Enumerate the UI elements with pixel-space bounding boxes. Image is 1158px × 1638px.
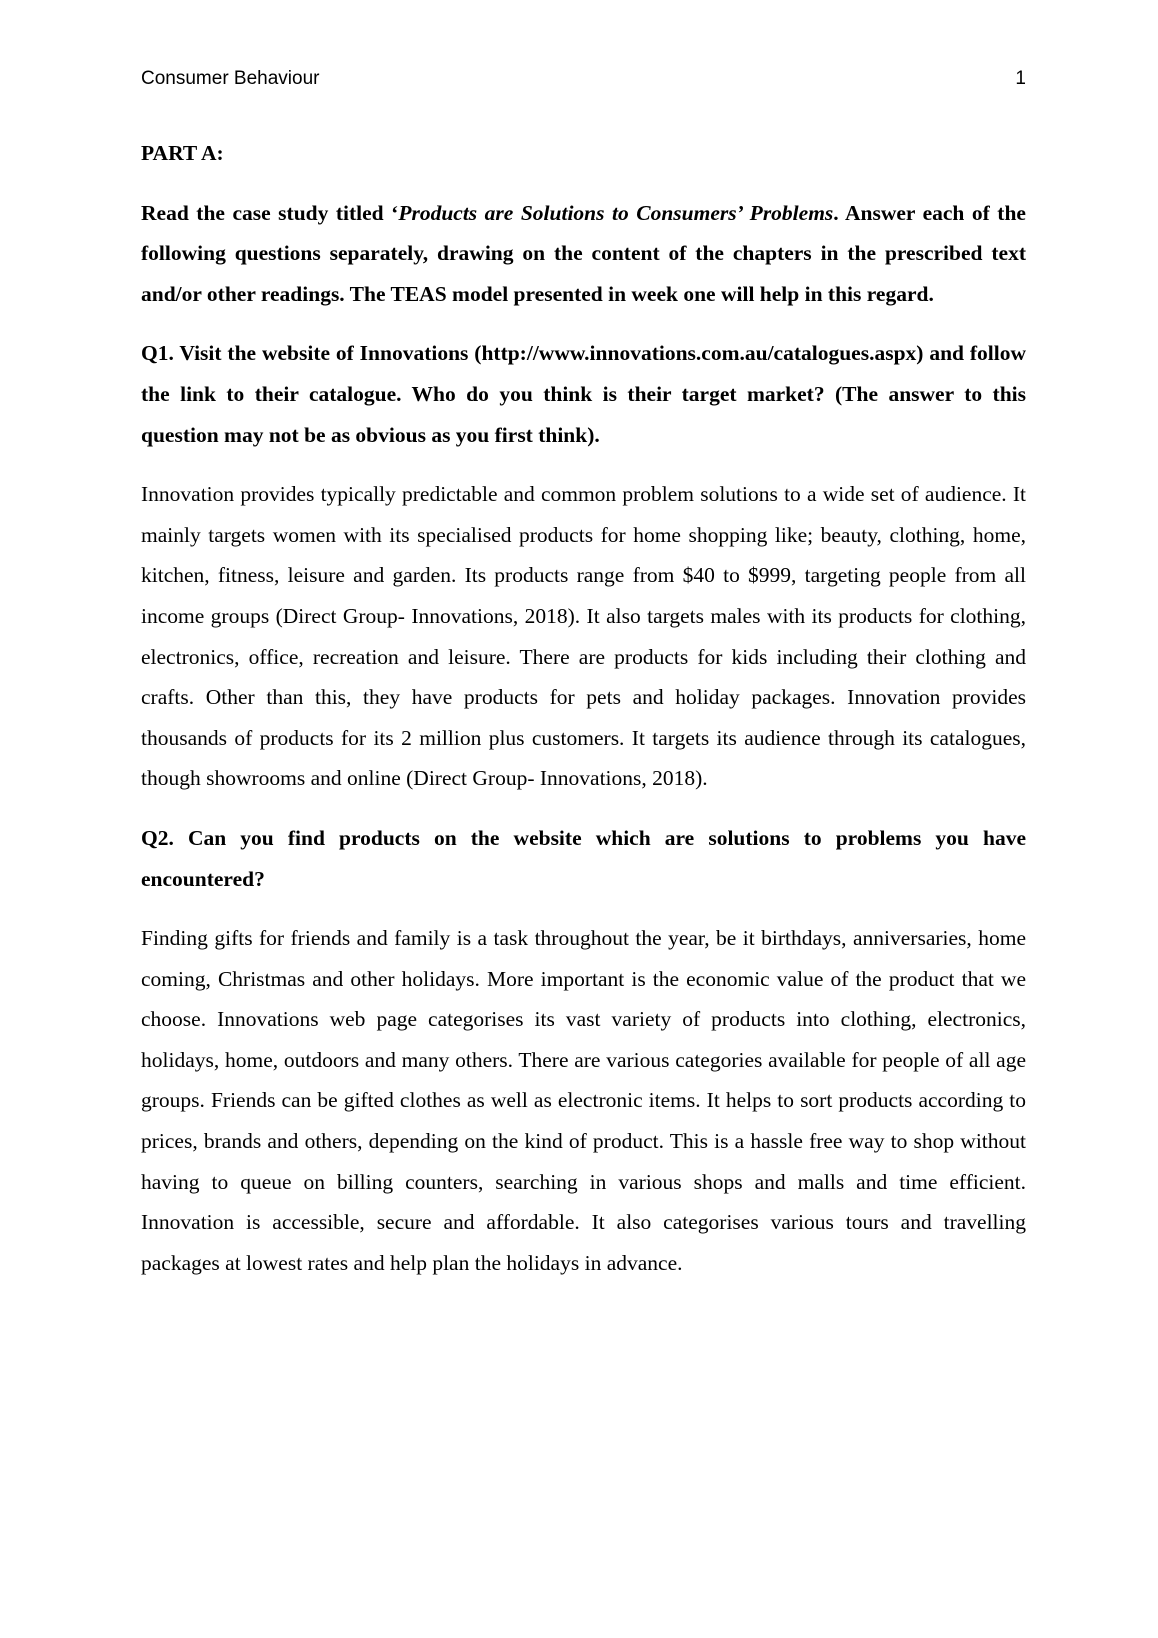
question-2: Q2. Can you find products on the website which are solutions to problems you have encountered? <box>141 825 1026 891</box>
part-heading: PART A: <box>141 141 224 165</box>
answer-2: Finding gifts for friends and family is a task throughout the year, be it birthdays, anniversaries, home coming, Christmas and other holidays. More important is the economic value of the product that we choose. Innovations web page categorises its vast variety of products into clothing, electronics, holidays, home, outdoors and many others. There are various categories available for people of all age groups. Friends can be gifted clothes as well as electronic items. It helps to sort products according to prices, brands and others, depending on the kind of product. This is a hassle free way to shop without having to queue on billing counters, searching in various shops and malls and time efficient. Innovation is accessible, secure and affordable. It also categorises various tours and travelling packages at lowest rates and help plan the holidays in advance. <box>141 926 1026 1275</box>
instructions-paragraph <box>141 193 1026 315</box>
page-header <box>141 68 1026 98</box>
page-number: 1 <box>1015 68 1026 89</box>
instructions-lead: Read the case study titled ‘ <box>141 200 399 225</box>
instructions-rest: . Answer each of the following questions separately, drawing on the content of the chapters in the prescribed text and/or other readings. The TEAS model presented in week one will help in this regard. <box>141 200 1026 306</box>
answer-1: Innovation provides typically predictable and common problem solutions to a wide set of audience. It mainly targets women with its specialised products for home shopping like; beauty, clothing, home, kitchen, fitness, leisure and garden. Its products range from $40 to $999, targeting people from all income groups (Direct Group- Innovations, 2018). It also targets males with its products for clothing, electronics, office, recreation and leisure. There are products for kids including their clothing and crafts. Other than this, they have products for pets and holiday packages. Innovation provides thousands of products for its 2 million plus customers. It targets its audience through its catalogues, though showrooms and online (Direct Group- Innovations, 2018). <box>141 482 1026 791</box>
case-study-title: Products are Solutions to Consumers’ Problems <box>398 200 834 225</box>
header-title: Consumer Behaviour <box>141 68 320 89</box>
document-body <box>141 133 1026 1302</box>
question-1: Q1. Visit the website of Innovations (http://www.innovations.com.au/catalogues.aspx) and follow the link to their catalogue. Who do you think is their target market? (The answer to this question may not be as obvious as you first think). <box>141 341 1026 447</box>
